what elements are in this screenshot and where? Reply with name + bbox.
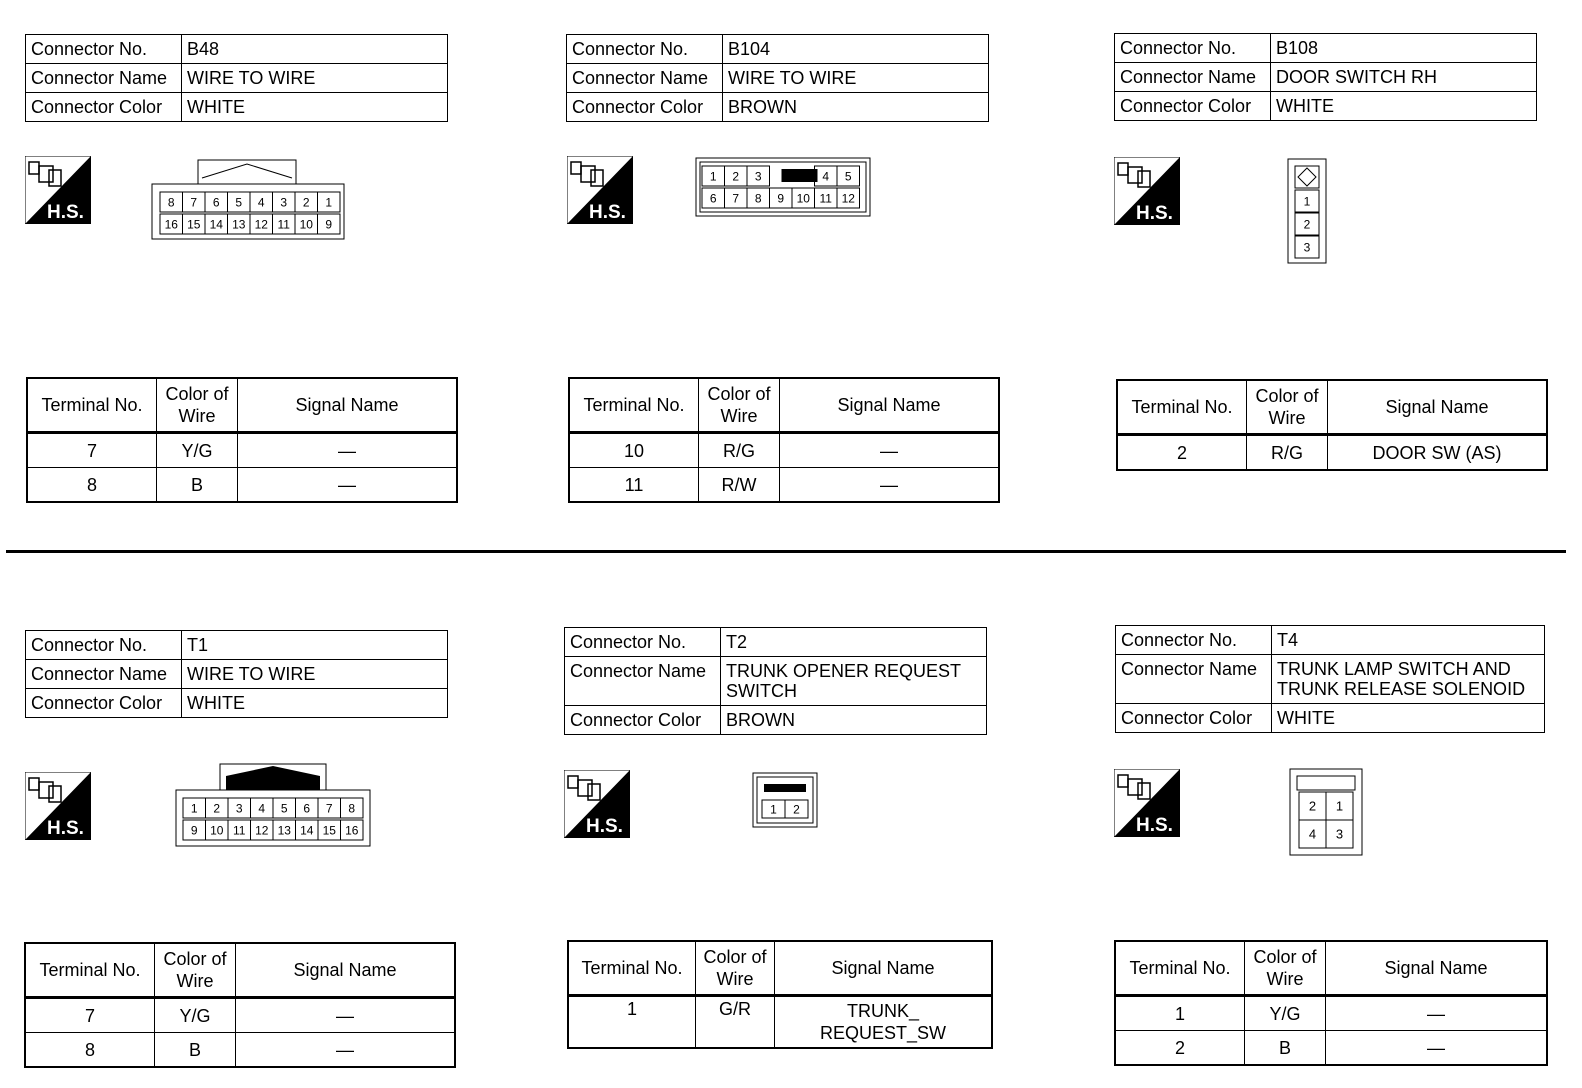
pin-label: 3 <box>235 801 243 816</box>
hs-icon <box>567 156 633 224</box>
connector-no-label: Connector No. <box>567 35 723 64</box>
pin-label: 4 <box>257 195 265 210</box>
table-row: 2 R/G DOOR SW (AS) <box>1117 435 1547 471</box>
connector-color-label: Connector Color <box>26 689 182 718</box>
connector-name-value: WIRE TO WIRE <box>182 660 448 689</box>
connector-info-t2 <box>564 627 987 735</box>
terminal-no-header: Terminal No. <box>569 378 699 433</box>
connector-color-label: Connector Color <box>565 706 721 735</box>
pin-label: 10 <box>299 217 313 232</box>
pin-label: 1 <box>770 802 777 817</box>
table-row: 7 Y/G — <box>25 998 455 1033</box>
terminal-table-b108 <box>1116 379 1548 471</box>
color-of-wire-header: Color of Wire <box>699 378 780 433</box>
pin-label: 5 <box>235 195 243 210</box>
pin-label: 2 <box>793 802 800 817</box>
connector-name-value: DOOR SWITCH RH <box>1271 63 1537 92</box>
connector-diagram-b48 <box>150 158 346 242</box>
signal-name-header: Signal Name <box>780 378 1000 433</box>
terminal-no-header: Terminal No. <box>27 378 157 433</box>
connector-no-label: Connector No. <box>565 628 721 657</box>
pin-label: 16 <box>164 217 178 232</box>
hs-label: H.S. <box>586 816 623 837</box>
connector-color-value: BROWN <box>723 93 989 122</box>
connector-no-value: B104 <box>723 35 989 64</box>
connector-no-label: Connector No. <box>1115 34 1271 63</box>
pin-label: 5 <box>280 801 288 816</box>
pin-label: 6 <box>709 191 717 206</box>
pin-label: 10 <box>210 823 224 838</box>
connector-color-value: WHITE <box>1271 92 1537 121</box>
terminal-table-b104 <box>568 377 1000 503</box>
table-row: 1 G/R TRUNK_ REQUEST_SW <box>568 996 992 1049</box>
connector-name-value: WIRE TO WIRE <box>723 64 989 93</box>
pin-label: 11 <box>233 823 246 838</box>
pin-label: 14 <box>300 823 314 838</box>
connector-name-label: Connector Name <box>26 660 182 689</box>
pin-key-block <box>782 169 818 182</box>
connector-no-value: B108 <box>1271 34 1537 63</box>
pin-label: 1 <box>1335 798 1344 814</box>
pin-label: 6 <box>212 195 220 210</box>
hs-label: H.S. <box>589 202 626 223</box>
pin-label: 1 <box>190 801 198 816</box>
pin-label: 9 <box>325 217 333 232</box>
connector-no-value: T4 <box>1272 626 1545 655</box>
hs-label: H.S. <box>47 818 84 839</box>
table-row: 8 B — <box>25 1033 455 1068</box>
hs-icon <box>564 770 630 838</box>
terminal-table-t1 <box>24 942 456 1068</box>
connector-diagram-b104 <box>694 156 872 218</box>
pin-label: 7 <box>190 195 198 210</box>
terminal-no-header: Terminal No. <box>25 943 155 998</box>
connector-name-label: Connector Name <box>26 64 182 93</box>
connector-color-label: Connector Color <box>26 93 182 122</box>
connector-name-label: Connector Name <box>1116 655 1272 704</box>
table-row: 1 Y/G — <box>1115 996 1547 1031</box>
pin-label: 7 <box>325 801 333 816</box>
terminal-no-header: Terminal No. <box>1117 380 1247 435</box>
table-row: 7 Y/G — <box>27 433 457 468</box>
pin-label: 3 <box>280 195 288 210</box>
pin-label: 15 <box>187 217 201 232</box>
terminal-table-t4 <box>1114 940 1548 1066</box>
connector-info-t4 <box>1115 625 1545 733</box>
signal-name-header: Signal Name <box>1326 941 1548 996</box>
section-divider <box>6 550 1566 553</box>
pin-label: 4 <box>822 169 830 184</box>
table-row: 11 R/W — <box>569 468 999 503</box>
pin-label: 3 <box>754 169 762 184</box>
connector-no-value: B48 <box>182 35 448 64</box>
pin-label: 11 <box>277 217 290 232</box>
connector-color-label: Connector Color <box>1115 92 1271 121</box>
pin-label: 4 <box>1308 826 1317 842</box>
table-row: 8 B — <box>27 468 457 503</box>
connector-info-b48 <box>25 34 448 122</box>
pin-label: 2 <box>1303 217 1311 232</box>
pin-label: 3 <box>1335 826 1344 842</box>
connector-color-value: WHITE <box>1272 704 1545 733</box>
pin-label: 7 <box>732 191 740 206</box>
hs-label: H.S. <box>1136 815 1173 836</box>
pin-label: 9 <box>190 823 198 838</box>
pin-label: 12 <box>255 823 269 838</box>
pin-label: 8 <box>167 195 175 210</box>
pin-label: 1 <box>325 195 333 210</box>
connector-info-b108 <box>1114 33 1537 121</box>
hs-icon <box>1114 769 1180 837</box>
pin-label: 4 <box>258 801 266 816</box>
color-of-wire-header: Color of Wire <box>1247 380 1328 435</box>
connector-no-value: T2 <box>721 628 987 657</box>
connector-color-value: BROWN <box>721 706 987 735</box>
terminal-table-t2 <box>567 940 993 1049</box>
connector-name-label: Connector Name <box>567 64 723 93</box>
hs-icon <box>25 156 91 224</box>
pin-label: 2 <box>732 169 740 184</box>
pin-label: 6 <box>303 801 311 816</box>
connector-no-label: Connector No. <box>26 631 182 660</box>
pin-label: 12 <box>841 191 855 206</box>
table-row: 2 B — <box>1115 1031 1547 1066</box>
pin-label: 12 <box>254 217 268 232</box>
color-of-wire-header: Color of Wire <box>157 378 238 433</box>
pin-label: 11 <box>819 191 832 206</box>
connector-name-label: Connector Name <box>565 657 721 706</box>
color-of-wire-header: Color of Wire <box>696 941 775 996</box>
connector-no-value: T1 <box>182 631 448 660</box>
connector-no-label: Connector No. <box>26 35 182 64</box>
pin-label: 13 <box>232 217 246 232</box>
color-of-wire-header: Color of Wire <box>1245 941 1326 996</box>
pin-label: 13 <box>277 823 291 838</box>
connector-info-b104 <box>566 34 989 122</box>
signal-name-header: Signal Name <box>236 943 456 998</box>
pin-label: 5 <box>844 169 852 184</box>
connector-diagram-b108 <box>1287 158 1327 264</box>
connector-name-value: TRUNK LAMP SWITCH AND TRUNK RELEASE SOLENOID <box>1272 655 1545 704</box>
pin-label: 1 <box>709 169 717 184</box>
connector-color-label: Connector Color <box>567 93 723 122</box>
hs-label: H.S. <box>47 202 84 223</box>
pin-label: 2 <box>213 801 221 816</box>
connector-color-value: WHITE <box>182 93 448 122</box>
connector-name-label: Connector Name <box>1115 63 1271 92</box>
signal-name-header: Signal Name <box>1328 380 1548 435</box>
hs-icon <box>1114 157 1180 225</box>
pin-label: 14 <box>209 217 223 232</box>
terminal-no-header: Terminal No. <box>1115 941 1245 996</box>
pin-label: 16 <box>345 823 359 838</box>
pin-label: 8 <box>348 801 356 816</box>
pin-label: 15 <box>322 823 336 838</box>
hs-label: H.S. <box>1136 203 1173 224</box>
connector-color-label: Connector Color <box>1116 704 1272 733</box>
pin-label: 9 <box>777 191 785 206</box>
connector-info-t1 <box>25 630 448 718</box>
hs-icon <box>25 772 91 840</box>
pin-label: 2 <box>1308 798 1317 814</box>
pin-label: 1 <box>1303 194 1311 209</box>
pin-label: 2 <box>302 195 310 210</box>
pin-label: 10 <box>796 191 810 206</box>
connector-name-value: WIRE TO WIRE <box>182 64 448 93</box>
terminal-table-b48 <box>26 377 458 503</box>
table-row: 10 R/G — <box>569 433 999 468</box>
connector-no-label: Connector No. <box>1116 626 1272 655</box>
connector-color-value: WHITE <box>182 689 448 718</box>
connector-name-value: TRUNK OPENER REQUEST SWITCH <box>721 657 987 706</box>
signal-name-header: Signal Name <box>775 941 993 996</box>
connector-diagram-t4 <box>1289 768 1363 856</box>
connector-diagram-t2 <box>752 772 818 828</box>
connector-diagram-t1 <box>174 762 372 848</box>
pin-label: 8 <box>754 191 762 206</box>
color-of-wire-header: Color of Wire <box>155 943 236 998</box>
signal-name-header: Signal Name <box>238 378 458 433</box>
terminal-no-header: Terminal No. <box>568 941 696 996</box>
pin-label: 3 <box>1303 240 1311 255</box>
